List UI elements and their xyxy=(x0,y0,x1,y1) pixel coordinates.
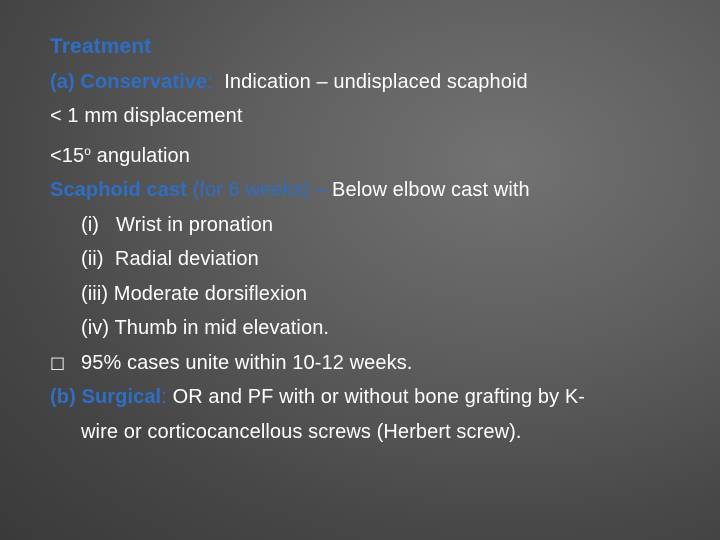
surgical-prefix: (b) xyxy=(50,386,82,408)
surgical-text-line1: OR and PF with or without bone grafting by K- xyxy=(172,386,586,408)
cast-line xyxy=(50,173,700,208)
cast-text: Below elbow cast with xyxy=(332,179,530,201)
checkbox-bullet-icon: □ xyxy=(50,352,66,372)
surgical-text-line2: wire or corticocancellous screws (Herbert screw). xyxy=(81,420,522,443)
angulation-value: <15 xyxy=(50,144,85,167)
cast-duration: (for 6 weeks) – xyxy=(192,179,327,201)
angulation-unit: angulation xyxy=(91,144,190,167)
degree-symbol: o xyxy=(84,143,92,158)
position-item: (iv) Thumb in mid elevation. xyxy=(81,317,330,339)
surgical-label: Surgical xyxy=(81,386,162,408)
position-item: (ii) Radial deviation xyxy=(81,248,259,270)
slide-heading: Treatment xyxy=(50,35,152,58)
surgical-colon: : xyxy=(161,386,167,408)
indication-text: Indication – undisplaced scaphoid xyxy=(224,70,528,93)
conservative-label: (a) Conservative xyxy=(50,70,208,93)
angulation-criterion xyxy=(50,134,700,174)
position-item: (i) Wrist in pronation xyxy=(81,213,274,236)
displacement-criterion: < 1 mm displacement xyxy=(50,105,243,127)
conservative-colon: : xyxy=(207,70,213,93)
cast-label: Scaphoid cast xyxy=(50,179,187,201)
union-line xyxy=(50,346,700,381)
slide-content xyxy=(50,30,700,449)
union-text: 95% cases unite within 10-12 weeks. xyxy=(81,351,413,374)
surgical-line xyxy=(50,380,700,415)
conservative-line xyxy=(50,65,700,100)
position-item: (iii) Moderate dorsiflexion xyxy=(81,282,308,305)
